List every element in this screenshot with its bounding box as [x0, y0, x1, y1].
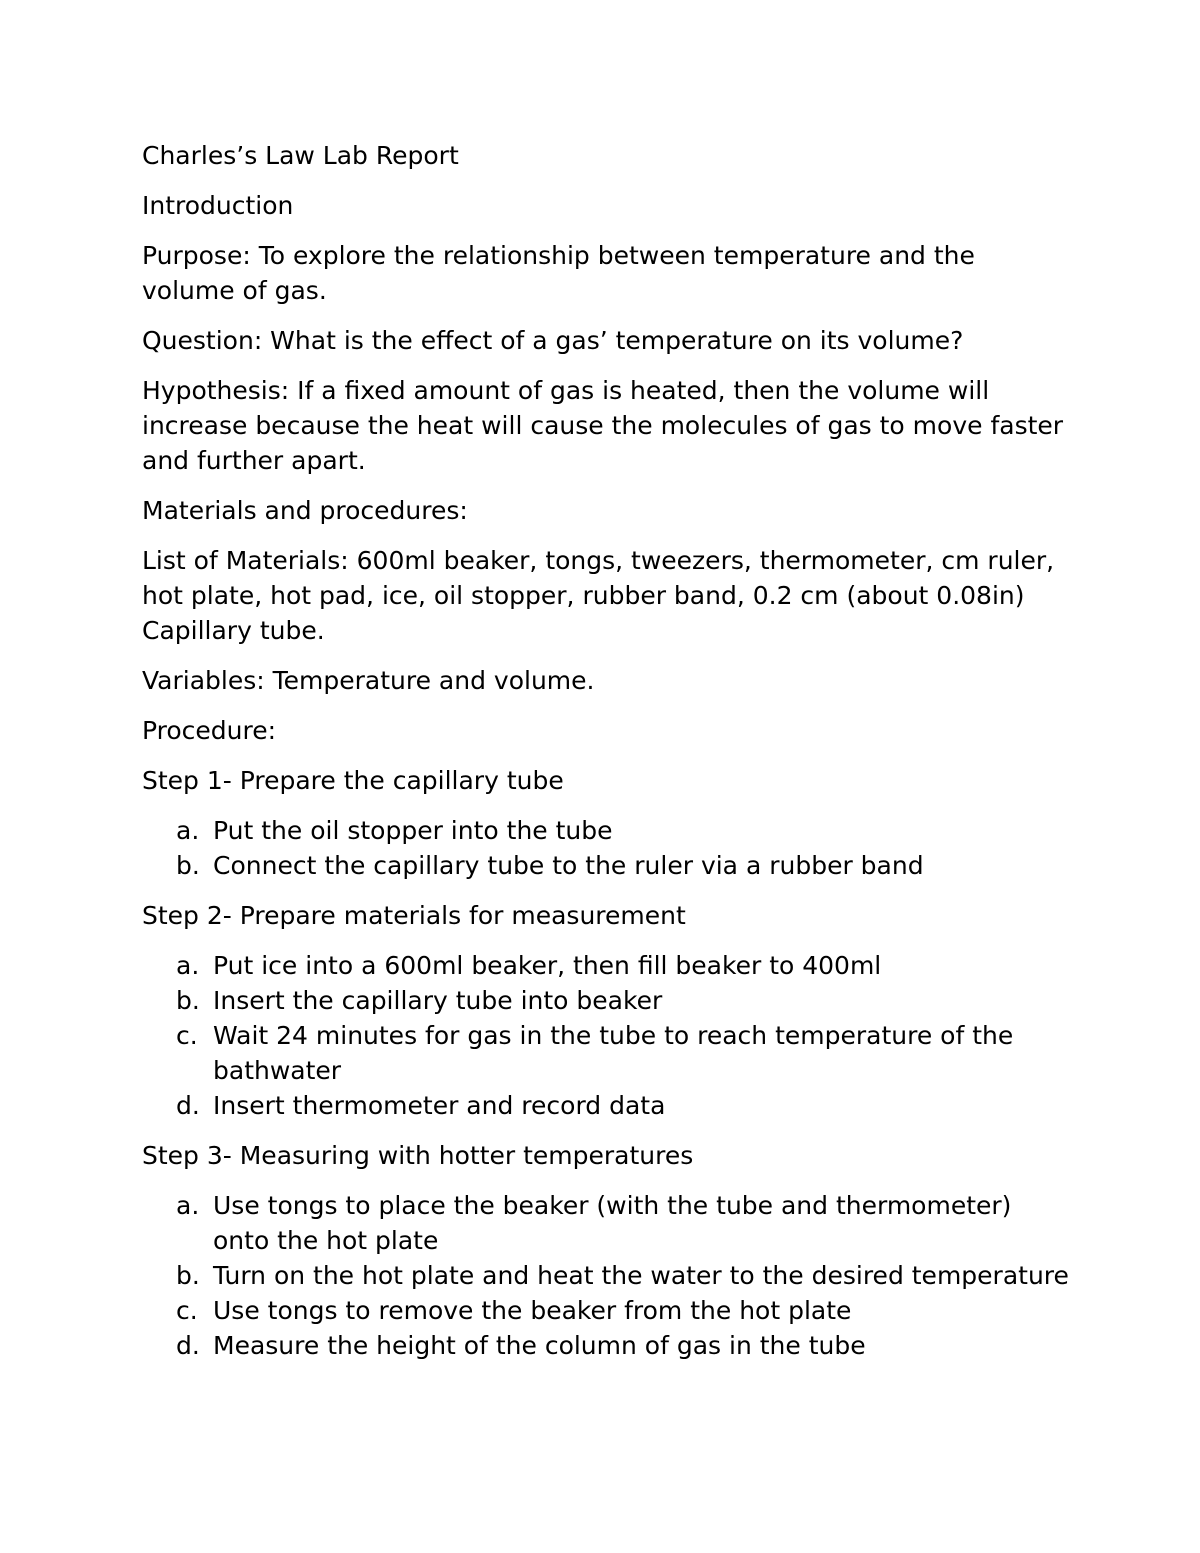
list-marker: a.	[176, 1191, 200, 1220]
list-item	[142, 948, 1072, 983]
list-item-text: Use tongs to remove the beaker from the hot plate	[213, 1296, 852, 1325]
list-marker: b.	[176, 851, 200, 880]
list-marker: d.	[176, 1091, 200, 1120]
list-marker: d.	[176, 1331, 200, 1360]
list-marker: a.	[176, 816, 200, 845]
question-paragraph: Question: What is the effect of a gas’ temperature on its volume?	[142, 326, 964, 355]
step-list	[142, 948, 1072, 1123]
procedure-heading: Procedure:	[142, 716, 277, 745]
list-item	[142, 813, 1072, 848]
list-item-text: Put ice into a 600ml beaker, then fill beaker to 400ml	[213, 951, 882, 980]
step-heading: Step 1- Prepare the capillary tube	[142, 766, 564, 795]
list-item	[142, 1018, 1072, 1088]
list-item	[142, 848, 1072, 883]
list-item-text: Put the oil stopper into the tube	[213, 816, 613, 845]
list-item	[142, 1258, 1072, 1293]
introduction-heading: Introduction	[142, 191, 294, 220]
list-item	[142, 1188, 1072, 1258]
step-list	[142, 813, 1072, 883]
list-item	[142, 1088, 1072, 1123]
step-list	[142, 1188, 1072, 1363]
hypothesis-paragraph: Hypothesis: If a fixed amount of gas is heated, then the volume will increase because the heat will cause the molecules of gas to move faster and further apart.	[142, 376, 1064, 475]
list-item	[142, 1293, 1072, 1328]
list-item-text: Use tongs to place the beaker (with the tube and thermometer) onto the hot plate	[213, 1191, 1012, 1255]
variables-paragraph: Variables: Temperature and volume.	[142, 666, 595, 695]
materials-heading: Materials and procedures:	[142, 496, 468, 525]
list-marker: c.	[176, 1296, 198, 1325]
step-heading: Step 2- Prepare materials for measurement	[142, 901, 686, 930]
list-marker: c.	[176, 1021, 198, 1050]
list-marker: b.	[176, 1261, 200, 1290]
list-item-text: Wait 24 minutes for gas in the tube to reach temperature of the bathwater	[213, 1021, 1014, 1085]
document-title: Charles’s Law Lab Report	[142, 141, 459, 170]
materials-list-paragraph: List of Materials: 600ml beaker, tongs, tweezers, thermometer, cm ruler, hot plate, hot pad, ice, oil stopper, rubber band, 0.2 cm (about 0.08in) Capillary tube.	[142, 546, 1055, 645]
list-item-text: Turn on the hot plate and heat the water to the desired temperature	[213, 1261, 1069, 1290]
list-marker: a.	[176, 951, 200, 980]
document-page	[142, 138, 1072, 1378]
list-item-text: Insert thermometer and record data	[213, 1091, 666, 1120]
list-item	[142, 1328, 1072, 1363]
purpose-paragraph: Purpose: To explore the relationship between temperature and the volume of gas.	[142, 241, 975, 305]
list-item-text: Insert the capillary tube into beaker	[213, 986, 663, 1015]
list-item-text: Measure the height of the column of gas in the tube	[213, 1331, 866, 1360]
step-heading: Step 3- Measuring with hotter temperatures	[142, 1141, 694, 1170]
list-marker: b.	[176, 986, 200, 1015]
list-item	[142, 983, 1072, 1018]
list-item-text: Connect the capillary tube to the ruler via a rubber band	[213, 851, 924, 880]
